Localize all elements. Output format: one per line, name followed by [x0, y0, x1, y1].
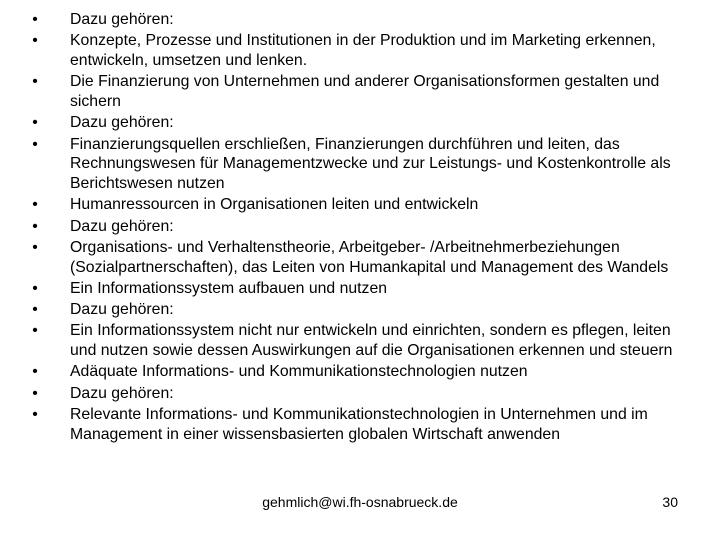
list-item [28, 300, 688, 320]
bullet-text: Konzepte, Prozesse und Institutionen in der Produktion und im Marketing erkennen, entwickeln, umsetzen und lenken. [70, 32, 656, 69]
bullet-icon: • [32, 32, 38, 50]
list-item [28, 135, 688, 194]
list-item [28, 405, 688, 444]
list-item [28, 384, 688, 404]
bullet-icon: • [32, 363, 38, 381]
bullet-text: Finanzierungsquellen erschließen, Finanzierungen durchführen und leiten, das Rechnungswesen für Managementzwecke und zur Leistungs- und Kostenkontrolle als Berichtswesen nutzen [70, 135, 671, 192]
list-item [28, 72, 688, 111]
bullet-icon: • [32, 73, 38, 91]
bullet-icon: • [32, 11, 38, 28]
bullet-icon: • [32, 217, 38, 235]
bullet-text: Dazu gehören: [70, 301, 174, 319]
list-item [28, 31, 688, 70]
bullet-text: Ein Informationssystem nicht nur entwickeln und einrichten, sondern es pflegen, leiten und nutzen sowie dessen Auswirkungen auf die Organisationen erkennen und steuern [70, 322, 673, 360]
list-item [28, 362, 688, 382]
bullet-icon: • [32, 238, 38, 256]
bullet-icon: • [32, 384, 38, 402]
list-item [28, 217, 688, 237]
bullet-icon: • [32, 135, 38, 153]
list-item [28, 321, 688, 360]
bullet-icon: • [32, 196, 38, 214]
bullet-text: Dazu gehören: [70, 217, 174, 235]
bullet-text: Dazu gehören: [70, 11, 174, 28]
page-number: 30 [662, 494, 678, 510]
bullet-text: Dazu gehören: [70, 384, 174, 402]
bullet-text: Relevante Informations- und Kommunikationstechnologien in Unternehmen und im Management in einer wissensbasierten globalen Wirtschaft anwenden [70, 406, 648, 443]
bullet-text: Dazu gehören: [70, 114, 174, 132]
footer-email: gehmlich@wi.fh-osnabrueck.de [262, 494, 458, 510]
bullet-list [28, 10, 688, 446]
bullet-text: Humanressourcen in Organisationen leiten und entwickeln [70, 196, 479, 214]
list-item [28, 10, 688, 30]
bullet-icon: • [32, 279, 38, 297]
bullet-text: Adäquate Informations- und Kommunikationstechnologien nutzen [70, 363, 528, 381]
bullet-icon: • [32, 301, 38, 319]
bullet-icon: • [32, 322, 38, 340]
bullet-text: Die Finanzierung von Unternehmen und anderer Organisationsformen gestalten und sichern [70, 73, 660, 110]
bullet-icon: • [32, 114, 38, 132]
bullet-text: Organisations- und Verhaltenstheorie, Arbeitgeber- /Arbeitnehmerbeziehungen (Sozialpartnerschaften), das Leiten von Humankapital und Management des Wandels [70, 238, 669, 276]
bullet-text: Ein Informationssystem aufbauen und nutzen [70, 279, 388, 297]
list-item [28, 195, 688, 215]
list-item [28, 238, 688, 277]
bullet-icon: • [32, 406, 38, 424]
list-item [28, 113, 688, 133]
list-item [28, 279, 688, 299]
